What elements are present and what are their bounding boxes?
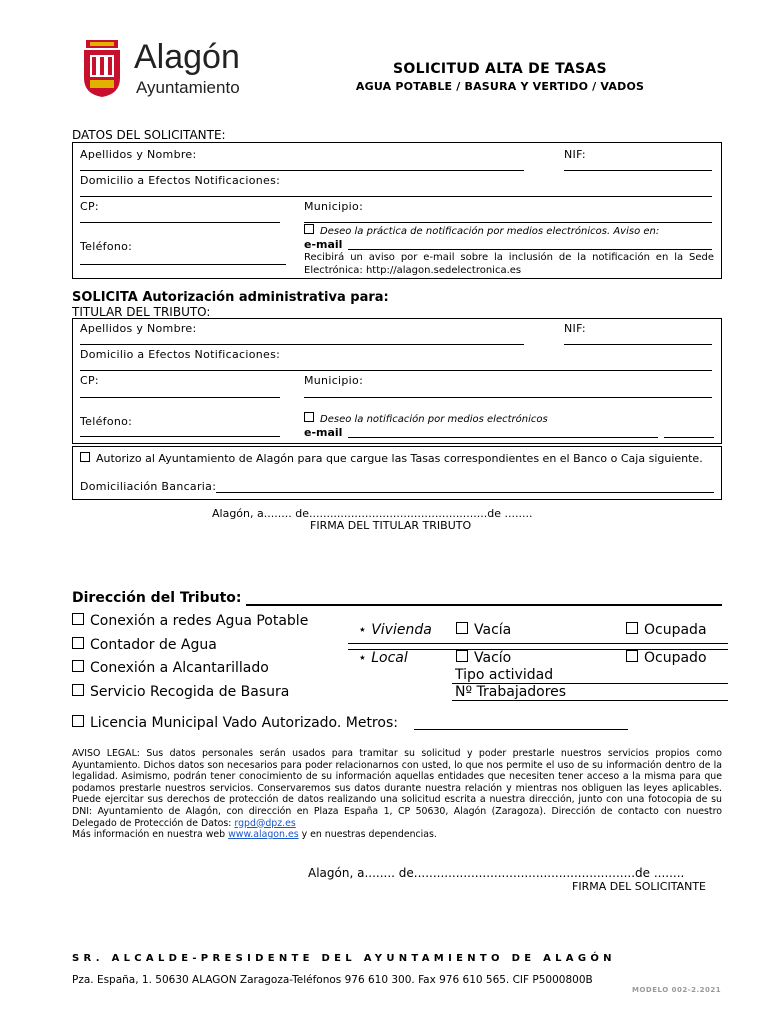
deseo-checkbox-row[interactable] (304, 224, 659, 237)
cp-field[interactable] (80, 222, 280, 223)
tributo-option-basura[interactable] (72, 684, 289, 700)
email-label: e-mail (304, 238, 343, 251)
section-title-solicitante: DATOS DEL SOLICITANTE: (72, 128, 226, 142)
telefono-field[interactable] (80, 264, 286, 265)
local-label: Local (371, 650, 408, 666)
checkbox-icon[interactable] (456, 622, 468, 634)
grid-rule-trab (452, 700, 728, 701)
titular-deseo-row[interactable] (304, 412, 548, 425)
checkbox-icon[interactable] (72, 637, 84, 649)
apellidos-field[interactable] (80, 170, 524, 171)
checkbox-icon[interactable] (626, 650, 638, 662)
aviso-legal (72, 748, 722, 841)
titular-municipio-field[interactable] (304, 397, 712, 398)
titular-deseo-text: Deseo la notificación por medios electrónicos (320, 414, 548, 425)
checkbox-icon[interactable] (80, 452, 90, 462)
titular-email-label: e-mail (304, 426, 343, 439)
footer-address: Pza. España, 1. 50630 ALAGON Zaragoza-Teléfonos 976 610 300. Fax 976 610 565. CIF P5000800B (72, 974, 593, 986)
titular-nif-label: NIF: (564, 322, 586, 335)
footer-addressee: SR. ALCALDE-PRESIDENTE DEL AYUNTAMIENTO DE ALAGÓN (72, 953, 616, 964)
ocupada-label: Ocupada (644, 622, 707, 638)
domicilio-label: Domicilio a Efectos Notificaciones: (80, 174, 281, 187)
tributo-option-agua[interactable] (72, 613, 308, 629)
logo-name: Alagón (134, 38, 240, 76)
licencia-metros-field[interactable] (414, 729, 628, 730)
cp-label: CP: (80, 200, 99, 213)
solicitante-firma-label: FIRMA DEL SOLICITANTE (572, 880, 706, 893)
ocupado-option[interactable] (626, 650, 707, 666)
aviso-legal-text: AVISO LEGAL: Sus datos personales serán usados para tramitar su solicitud y poder prestarle nuestros servicios propios como Ayuntamiento. Dichos datos son necesarios para poder relacionarnos con usted, lo que nos permite el uso de su información dentro de la legalidad. Asimismo, podrán tener conocimiento de su información aquellas entidades que necesiten tener acceso a la misma para que podamos prestarle nuestros servicios. Conservaremos sus datos durante nuestra relación y mientras nos obliguen las leyes aplicables. Puede ejercitar sus derechos de protección de datos realizando una solicitud escrita a nuestra dirección, junto con una fotocopia de su DNI: Ayuntamiento de Alagón, con dirección en Plaza España 1, CP 50630, Alagón (Zaragoza). Dirección de contacto con nuestro Delegado de Protección de Datos: (72, 748, 722, 829)
checkbox-icon[interactable] (456, 650, 468, 662)
vivienda-option[interactable] (358, 622, 432, 638)
titular-cp-field[interactable] (80, 397, 280, 398)
telefono-label: Teléfono: (80, 240, 133, 253)
nif-label: NIF: (564, 148, 586, 161)
option-label: Contador de Agua (90, 637, 217, 653)
tipo-actividad-label: Tipo actividad (455, 667, 554, 683)
tributo-option-contador[interactable] (72, 637, 217, 653)
rgpd-email-link[interactable]: rgpd@dpz.es (234, 817, 296, 829)
recibira-text: Recibirá un aviso por e-mail sobre la inclusión de la notificación en la Sede Electrónica: http://alagon.sedelectronica.es (304, 252, 714, 276)
titular-nif-field[interactable] (564, 344, 712, 345)
deseo-text: Deseo la práctica de notificación por medios electrónicos. Aviso en: (320, 226, 660, 237)
apellidos-label: Apellidos y Nombre: (80, 148, 197, 161)
municipio-field[interactable] (304, 222, 712, 223)
checkbox-icon[interactable] (72, 660, 84, 672)
option-label: Servicio Recogida de Basura (90, 684, 290, 700)
solicitante-firma-line: Alagón, a........ de..........................................................de ........ (308, 866, 685, 880)
autorizo-text: Autorizo al Ayuntamiento de Alagón para que cargue las Tasas correspondientes en el Banco o Caja siguiente. (96, 452, 703, 465)
solicita-title: SOLICITA Autorización administrativa para: (72, 290, 389, 305)
email-field[interactable] (348, 249, 712, 250)
vacio-label: Vacío (474, 650, 512, 666)
titular-domicilio-label: Domicilio a Efectos Notificaciones: (80, 348, 281, 361)
domicilio-field[interactable] (80, 196, 712, 197)
web-link[interactable]: www.alagon.es (228, 829, 299, 841)
titular-title: TITULAR DEL TRIBUTO: (72, 305, 211, 319)
ocupada-option[interactable] (626, 622, 707, 638)
titular-firma-line: Alagón, a........ de...................................................de ........ (212, 507, 533, 520)
coat-of-arms-icon (80, 40, 124, 98)
page-title: SOLICITUD ALTA DE TASAS (393, 61, 607, 77)
ocupado-label: Ocupado (644, 650, 707, 666)
titular-email-field[interactable] (348, 437, 658, 438)
titular-telefono-label: Teléfono: (80, 415, 133, 428)
trabajadores-label: Nº Trabajadores (455, 684, 567, 700)
grid-rule-top (348, 643, 728, 644)
more-info-text: Más información en nuestra web (72, 829, 226, 841)
titular-email-field-2[interactable] (664, 437, 714, 438)
page-subtitle: AGUA POTABLE / BASURA Y VERTIDO / VADOS (355, 80, 645, 93)
star-icon: ⋆ (358, 622, 372, 638)
domiciliacion-label: Domiciliación Bancaria: (80, 480, 217, 493)
more-info-end: y en nuestras dependencias. (301, 829, 437, 841)
vacia-option[interactable] (456, 622, 511, 638)
tributo-option-alcantarillado[interactable] (72, 660, 269, 676)
nif-field[interactable] (564, 170, 712, 171)
checkbox-icon[interactable] (626, 622, 638, 634)
tributo-title: Dirección del Tributo: (72, 590, 242, 606)
checkbox-icon[interactable] (72, 715, 84, 727)
titular-municipio-label: Municipio: (304, 374, 364, 387)
option-label: Conexión a Alcantarillado (90, 660, 269, 676)
checkbox-icon[interactable] (72, 684, 84, 696)
titular-domicilio-field[interactable] (80, 370, 712, 371)
star-icon: ⋆ (358, 650, 372, 666)
licencia-option[interactable] (72, 715, 398, 731)
titular-firma-label: FIRMA DEL TITULAR TRIBUTO (310, 519, 472, 532)
option-label: Conexión a redes Agua Potable (90, 613, 309, 629)
autorizo-row[interactable] (80, 452, 714, 466)
checkbox-icon[interactable] (304, 412, 314, 422)
titular-box (72, 318, 722, 444)
checkbox-icon[interactable] (304, 224, 314, 234)
logo-sub: Ayuntamiento (136, 78, 240, 97)
vacio-option[interactable] (456, 650, 511, 666)
titular-apellidos-field[interactable] (80, 344, 524, 345)
titular-cp-label: CP: (80, 374, 99, 387)
titular-telefono-field[interactable] (80, 436, 280, 437)
vivienda-label: Vivienda (371, 622, 432, 638)
logo (80, 40, 250, 100)
checkbox-icon[interactable] (72, 613, 84, 625)
vacia-label: Vacía (474, 622, 512, 638)
municipio-label: Municipio: (304, 200, 364, 213)
model-number: MODELO 002-2.2021 (632, 986, 722, 994)
licencia-label: Licencia Municipal Vado Autorizado. Metros: (90, 715, 398, 731)
local-option[interactable] (358, 650, 408, 666)
domiciliacion-field[interactable] (216, 492, 714, 493)
tributo-direccion-field[interactable] (246, 604, 722, 606)
titular-apellidos-label: Apellidos y Nombre: (80, 322, 197, 335)
